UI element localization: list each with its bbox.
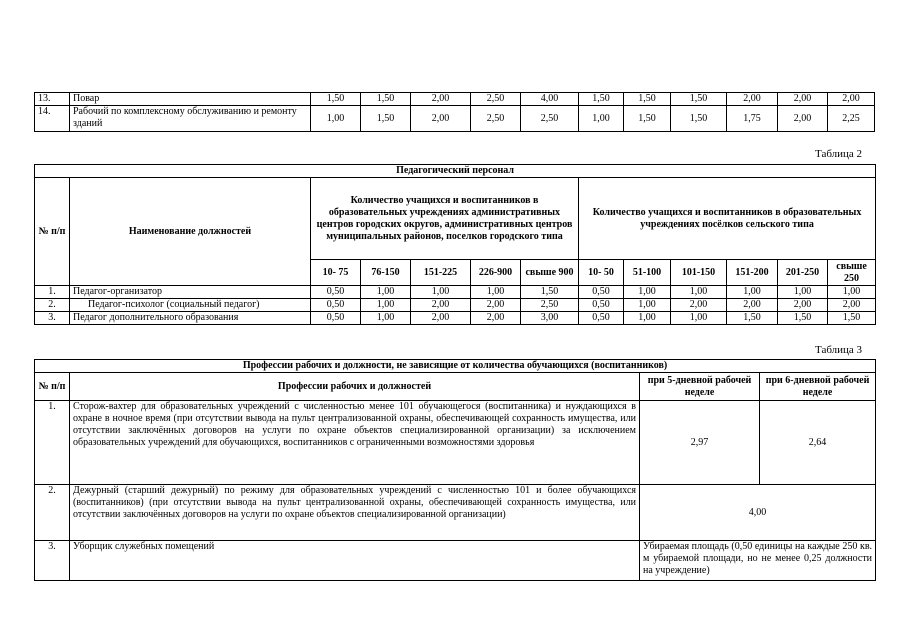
col-header-6day: при 6-дневной рабочей неделе [760, 373, 876, 401]
row-num: 14. [35, 106, 70, 132]
cell: 1,50 [311, 93, 361, 106]
cell: 0,50 [311, 286, 361, 299]
cell: 2,00 [778, 299, 828, 312]
cell: 2,00 [471, 299, 521, 312]
cell: 2,00 [828, 93, 875, 106]
cell: 1,50 [579, 93, 624, 106]
cell: 1,00 [624, 286, 671, 299]
table-row [35, 485, 876, 541]
cell: 2,00 [727, 93, 778, 106]
cell: 1,00 [828, 286, 876, 299]
cell: 1,75 [727, 106, 778, 132]
row-num: 1. [35, 401, 70, 485]
cell: 1,00 [471, 286, 521, 299]
range-header: 76-150 [361, 260, 411, 286]
range-header: 51-100 [624, 260, 671, 286]
cell: 1,00 [361, 312, 411, 325]
table-row [35, 312, 876, 325]
cell: 2,50 [521, 299, 579, 312]
section-title: Педагогический персонал [35, 165, 876, 178]
table-1 [34, 92, 875, 132]
cell-6day: 2,64 [760, 401, 876, 485]
cell: 2,50 [521, 106, 579, 132]
cell-merged: 4,00 [640, 485, 876, 541]
cell: 1,50 [727, 312, 778, 325]
col-header-name: Профессии рабочих и должностей [70, 373, 640, 401]
cell: 0,50 [311, 299, 361, 312]
table-2-caption: Таблица 2 [815, 148, 863, 160]
cell: 0,50 [579, 299, 624, 312]
row-name: Дежурный (старший дежурный) по режиму для образовательных учреждений с численностью 101 и более обучающихся (воспитанников) (при отсутствии вывода на пульт централизованной охраны, обеспечивающей сохранность имущества, или отсутствии заключённых договоров на услуги по охране объектов специализированной организации) [70, 485, 640, 541]
row-name: Повар [70, 93, 311, 106]
cell: 2,50 [471, 93, 521, 106]
cell-5day: 2,97 [640, 401, 760, 485]
cell: 3,00 [521, 312, 579, 325]
cell: 2,00 [727, 299, 778, 312]
range-header: 201-250 [778, 260, 828, 286]
cell: 4,00 [521, 93, 579, 106]
table-row [35, 299, 876, 312]
group-header-urban: Количество учащихся и воспитанников в образовательных учреждениях административных центров городских округов, административных центров муниципальных районов, поселков городского типа [311, 178, 579, 260]
row-num: 1. [35, 286, 70, 299]
col-header-num: № п/п [35, 373, 70, 401]
col-header-num: № п/п [35, 178, 70, 286]
cell: 2,25 [828, 106, 875, 132]
cell: 1,50 [521, 286, 579, 299]
row-num: 3. [35, 312, 70, 325]
row-name: Педагог-психолог (социальный педагог) [70, 299, 311, 312]
cell: 1,00 [624, 312, 671, 325]
cell: 2,00 [471, 312, 521, 325]
row-name: Сторож-вахтер для образовательных учреждений с численностью менее 101 обучающегося (воспитанника) и нуждающихся в охране в ночное время (при отсутствии вывода на пульт централизованной охраны, обеспечивающей сохранность имущества, или отсутствии заключённых договоров на услуги по охране объектов специализированной организации) за исключением образовательных учреждений для обучающихся, воспитанников с ограниченными возможностями здоровья [70, 401, 640, 485]
table-row [35, 541, 876, 581]
table-header-row [35, 178, 876, 260]
cell: 1,50 [624, 106, 671, 132]
cell: 2,00 [671, 299, 727, 312]
cell: 1,00 [311, 106, 361, 132]
cell: 1,50 [671, 93, 727, 106]
table-row [35, 93, 875, 106]
cell: 1,00 [624, 299, 671, 312]
range-header: свыше 250 [828, 260, 876, 286]
table-row [35, 286, 876, 299]
cell: 2,00 [828, 299, 876, 312]
cell: 1,00 [671, 312, 727, 325]
row-num: 2. [35, 485, 70, 541]
cell: 2,00 [411, 299, 471, 312]
cell: 1,50 [778, 312, 828, 325]
table-row [35, 106, 875, 132]
table-2 [34, 164, 876, 325]
cell: 1,00 [671, 286, 727, 299]
cell: 0,50 [579, 286, 624, 299]
range-header: 101-150 [671, 260, 727, 286]
cell: 1,00 [361, 286, 411, 299]
row-num: 3. [35, 541, 70, 581]
section-title: Профессии рабочих и должности, не зависящие от количества обучающихся (воспитанников) [35, 360, 876, 373]
range-header: 151-225 [411, 260, 471, 286]
row-num: 2. [35, 299, 70, 312]
row-name: Педагог-организатор [70, 286, 311, 299]
row-name: Педагог дополнительного образования [70, 312, 311, 325]
range-header: свыше 900 [521, 260, 579, 286]
cell: 2,00 [411, 93, 471, 106]
cell: 2,50 [471, 106, 521, 132]
cell: 1,50 [828, 312, 876, 325]
range-header: 226-900 [471, 260, 521, 286]
col-header-5day: при 5-дневной рабочей неделе [640, 373, 760, 401]
group-header-rural: Количество учащихся и воспитанников в образовательных учреждениях посёлков сельского типа [579, 178, 876, 260]
row-num: 13. [35, 93, 70, 106]
cell: 1,00 [579, 106, 624, 132]
cell: 1,50 [361, 93, 411, 106]
row-name: Рабочий по комплексному обслуживанию и ремонту зданий [70, 106, 311, 132]
cell: 1,00 [778, 286, 828, 299]
range-header: 10- 50 [579, 260, 624, 286]
cell: 1,50 [624, 93, 671, 106]
row-name: Уборщик служебных помещений [70, 541, 640, 581]
table-row [35, 401, 876, 485]
cell: 1,00 [361, 299, 411, 312]
table-section-row [35, 165, 876, 178]
table-3-caption: Таблица 3 [815, 344, 863, 356]
table-3 [34, 359, 876, 581]
range-header: 151-200 [727, 260, 778, 286]
cell: 1,00 [727, 286, 778, 299]
cell: 2,00 [411, 312, 471, 325]
cell: 2,00 [778, 93, 828, 106]
cell: 1,50 [361, 106, 411, 132]
cell: 0,50 [579, 312, 624, 325]
table-section-row [35, 360, 876, 373]
cell: 1,00 [411, 286, 471, 299]
table-header-row [35, 373, 876, 401]
cell-merged: Убираемая площадь (0,50 единицы на каждые 250 кв. м убираемой площади, но не менее 0,25 должности на учреждение) [640, 541, 876, 581]
col-header-name: Наименование должностей [70, 178, 311, 286]
cell: 1,50 [671, 106, 727, 132]
range-header: 10- 75 [311, 260, 361, 286]
cell: 0,50 [311, 312, 361, 325]
cell: 2,00 [778, 106, 828, 132]
cell: 2,00 [411, 106, 471, 132]
